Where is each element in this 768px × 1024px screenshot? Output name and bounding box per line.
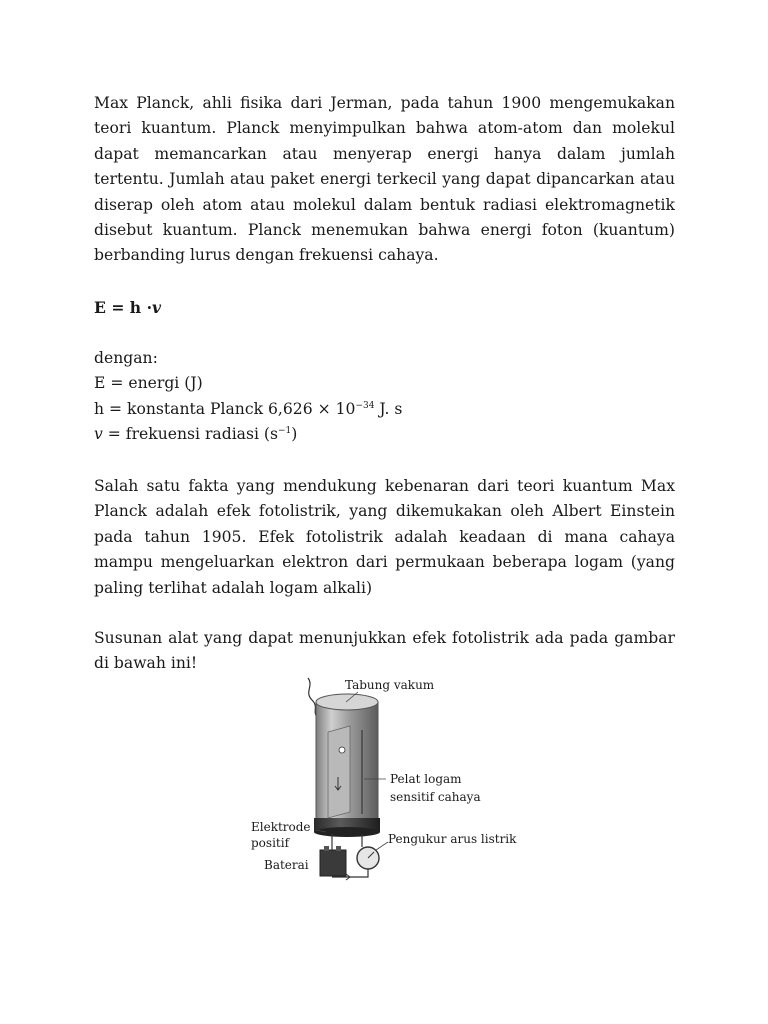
vacuum-tube-top (316, 694, 378, 710)
freq-close: ) (291, 425, 298, 443)
label-electrode-line2: positif (251, 836, 290, 850)
leader-meter (376, 842, 388, 850)
planck-prefix: h = konstanta Planck 6,626 × 10 (94, 400, 356, 418)
paragraph-figure-intro: Susunan alat yang dapat menunjukkan efek fotolistrik ada pada gambar di bawah ini! (94, 629, 675, 673)
tube-base-bottom (314, 827, 380, 837)
paragraph-planck-theory: Max Planck, ahli fisika dari Jerman, pada tahun 1900 mengemukakan teori kuantum. Planck menyimpulkan bahwa atom-atom dan molekul dapat memancarkan atau menyerap energi hanya dalam jumlah tertentu. Jumlah atau paket energi terkecil yang dapat dipancarkan atau diserap oleh atom atau molekul dalam bentuk radiasi elektromagnetik disebut kuantum. Planck menemukan bahwa energi foton (kuantum) berbanding lurus dengan frekuensi cahaya. (94, 94, 675, 265)
freq-var: v (94, 425, 103, 443)
label-vacuum-tube: Tabung vakum (345, 678, 435, 692)
definition-energy: E = energi (J) (94, 374, 203, 392)
formula-var: v (152, 298, 162, 317)
label-metal-plate-line2: sensitif cahaya (390, 790, 481, 804)
metal-plate (328, 726, 350, 818)
freq-exponent: −1 (278, 426, 292, 436)
label-metal-plate-line1: Pelat logam (390, 772, 462, 786)
electron-dot (339, 747, 345, 753)
label-current-meter: Pengukur arus listrik (388, 832, 517, 846)
label-battery: Baterai (264, 858, 309, 872)
definition-planck-constant (94, 397, 402, 422)
planck-exponent: −34 (355, 401, 375, 411)
planck-formula (94, 295, 161, 320)
definition-frequency (94, 422, 297, 447)
photoelectric-apparatus-figure (250, 672, 526, 890)
paragraph-photoelectric-effect: Salah satu fakta yang mendukung kebenaran dari teori kuantum Max Planck adalah efek fotolistrik, yang dikemukakan oleh Albert Einstein pada tahun 1905. Efek fotolistrik adalah keadaan di mana cahaya mampu mengeluarkan elektron dari permukaan beberapa logam (yang paling terlihat adalah logam alkali) (94, 477, 675, 597)
formula-lhs: E = h · (94, 298, 153, 317)
label-electrode-line1: Elektrode (251, 820, 311, 834)
planck-suffix: J. s (374, 400, 403, 418)
freq-text: = frekuensi radiasi (s (102, 425, 279, 443)
battery-box (320, 850, 346, 876)
definitions-intro: dengan: (94, 349, 158, 367)
